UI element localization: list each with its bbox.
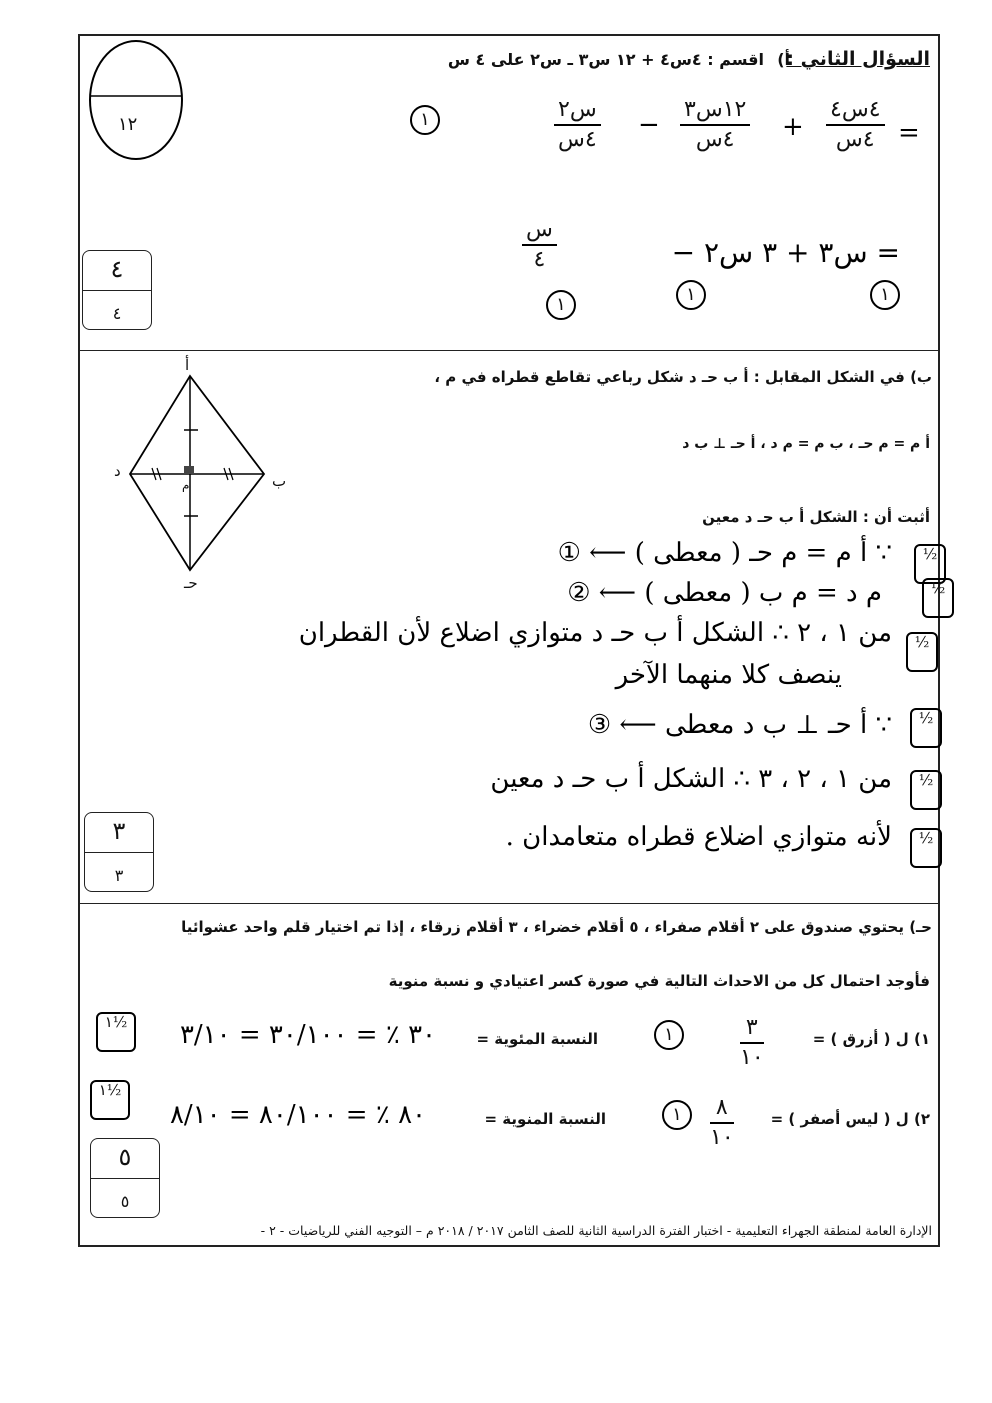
part-b-given: أ م = م حـ ، ب م = م د ، أ حـ ⊥ ب د — [682, 436, 930, 452]
q2-fraction-den: ١٠ — [710, 1125, 734, 1150]
q1-pct-label: النسبة المئوية = — [476, 1030, 598, 1048]
proof-line-6: من ١ ، ٢ ، ٣ ∴ الشكل أ ب حـ د معين — [490, 764, 892, 794]
divider-b-c — [78, 903, 940, 904]
vertex-label-center: م — [182, 478, 190, 492]
part-c-prompt-2: فأوجد احتمال كل من الاحداث التالية في صورة كسر اعتيادي و نسبة منوية — [388, 972, 930, 990]
q2-fraction-num: ٨ — [710, 1094, 734, 1124]
vertex-label-left: د — [114, 462, 121, 480]
half-mark-5: ½ — [910, 770, 942, 810]
q1-fraction — [740, 1014, 764, 1072]
plus-sign: + — [782, 112, 804, 142]
half-mark-4: ½ — [910, 708, 942, 748]
score-box-c — [90, 1138, 160, 1218]
mark-circle-a4: ١ — [546, 290, 576, 320]
score-box-b — [84, 812, 154, 892]
half-mark-3: ½ — [906, 632, 938, 672]
minus-sign: − — [638, 110, 660, 140]
vertex-label-top: أ — [185, 356, 190, 374]
q1-box-mark: ١½ — [96, 1012, 136, 1052]
q2-work: ٨٠ ٪ = ٨٠/١٠٠ = ٨/١٠ — [169, 1100, 426, 1130]
term-frac-3-den: ٤س — [558, 127, 597, 152]
part-a-result: = س٣ + ٣ س٢ − — [671, 236, 900, 269]
oval-score-value: ١٢ — [118, 114, 138, 135]
half-mark-6: ½ — [910, 828, 942, 868]
vertex-label-right: ب — [272, 472, 287, 490]
proof-line-5: ∵ أ حـ ⊥ ب د معطى ⟵ ③ — [587, 710, 892, 740]
part-a-label: أ) — [777, 50, 790, 69]
mark-circle-a2: ١ — [870, 280, 900, 310]
q2-pct-label: النسبة المنوية = — [484, 1110, 606, 1128]
q1-work: ٣٠ ٪ = ٣٠/١٠٠ = ٣/١٠ — [179, 1020, 436, 1050]
proof-line-1: ∵ أ م = م حـ ( معطى ) ⟵ ① — [557, 538, 892, 568]
proof-line-3: من ١ ، ٢ ∴ الشكل أ ب حـ د متوازي اضلاع لأن القطران — [298, 618, 892, 648]
term-frac-1-num: ٤س٤ — [826, 96, 885, 126]
part-b-prove: أثبت أن : الشكل أ ب حـ د معين — [702, 508, 930, 526]
result-frac-den: ٤ — [533, 247, 546, 272]
vertex-label-bottom: حـ — [184, 574, 198, 592]
page-footer: الإدارة العامة لمنطقة الجهراء التعليمية - اختبار الفترة الدراسية الثانية للصف الثامن ٢٠١٧ / ٢٠١٨ م – التوجيه الفني للرياضيات - ٢ - — [260, 1223, 932, 1238]
score-box-c-top: ٥ — [118, 1143, 132, 1171]
part-b-prompt: ب) في الشكل المقابل : أ ب حـ د شكل رباعي تقاطع قطراه في م ، — [434, 368, 932, 386]
q1-label: ١) ل ( أزرق ) = — [812, 1030, 930, 1048]
q1-fraction-den: ١٠ — [740, 1045, 764, 1070]
term-frac-2 — [680, 96, 750, 154]
score-box-c-bottom: ٥ — [120, 1192, 130, 1211]
term-frac-3-num: س٢ — [554, 96, 601, 126]
half-mark-2: ½ — [922, 578, 954, 618]
score-box-a-top: ٤ — [110, 255, 124, 283]
q2-fraction — [710, 1094, 734, 1152]
score-box-a-bottom: ٤ — [112, 304, 122, 323]
q1-mark: ١ — [654, 1020, 684, 1050]
half-mark-1: ½ — [914, 544, 946, 584]
proof-line-4: ينصف كلا منهما الآخر — [615, 660, 842, 690]
mark-circle-a1: ١ — [410, 105, 440, 135]
oval-score — [86, 38, 186, 162]
divider-a-b — [78, 350, 940, 351]
mark-circle-a3: ١ — [676, 280, 706, 310]
term-frac-3 — [554, 96, 601, 154]
q2-mark: ١ — [662, 1100, 692, 1130]
score-box-b-bottom: ٣ — [114, 866, 124, 885]
q1-fraction-num: ٣ — [740, 1014, 764, 1044]
q2-box-mark: ١½ — [90, 1080, 130, 1120]
result-frac — [522, 216, 557, 274]
rhombus-diagram — [112, 356, 302, 586]
score-box-b-top: ٣ — [112, 817, 126, 845]
term-frac-2-den: ٤س — [695, 127, 735, 152]
part-a-prompt: اقسم : ٤س٤ + ١٢ س٣ ـ س٢ على ٤ س — [447, 50, 764, 69]
proof-line-7: لأنه متوازي اضلاع قطراه متعامدان . — [505, 822, 892, 852]
score-box-a — [82, 250, 152, 330]
q2-label: ٢) ل ( ليس أصفر ) = — [770, 1110, 930, 1128]
part-c-prompt: حـ) يحتوي صندوق على ٢ أقلام صفراء ، ٥ أقلام خضراء ، ٣ أقلام زرقاء ، إذا تم اختيار قلم واحد عشوائيا — [181, 918, 932, 936]
proof-line-2: م د = م ب ( معطى ) ⟵ ② — [567, 578, 882, 608]
term-frac-2-num: ١٢س٣ — [680, 96, 750, 126]
question-title: السؤال الثاني : — [786, 48, 930, 70]
result-frac-num: س — [522, 216, 557, 246]
equals-sign: = — [898, 118, 920, 148]
term-frac-1-den: ٤س — [835, 127, 875, 152]
term-frac-1 — [826, 96, 885, 154]
